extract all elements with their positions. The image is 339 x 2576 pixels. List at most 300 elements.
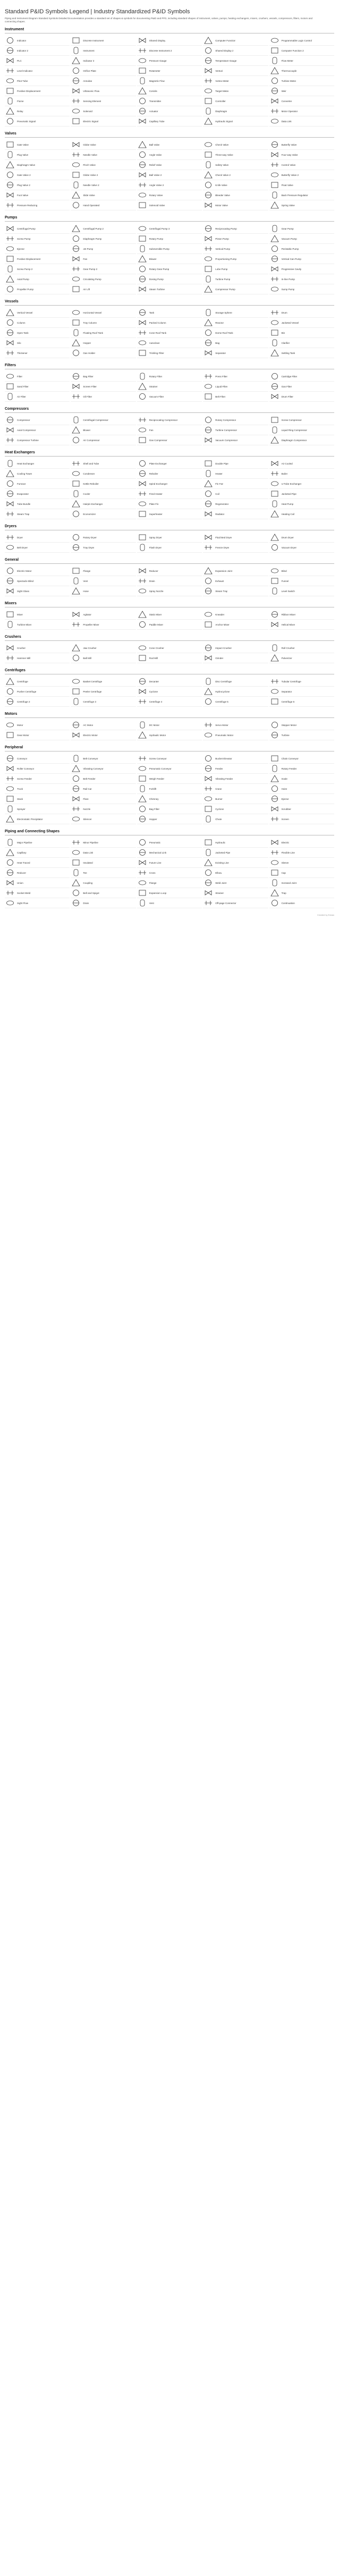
symbol-entry [5,459,70,469]
symbol-label: Spring Valve [281,204,295,207]
symbol-entry [71,459,135,469]
peripheral-icon [203,795,214,803]
symbol-label: Mechanical Link [149,851,167,854]
section-piping-and-connecting-shapes [5,830,334,908]
symbol-entry [203,774,268,784]
exchanger-icon [203,510,214,518]
symbol-label: Screwed Joint [281,881,296,884]
symbol-entry [71,318,135,328]
symbol-label: Burner [215,797,223,800]
symbol-entry [137,774,202,784]
symbol-entry [203,868,268,878]
pump-icon [269,244,280,253]
symbol-label: Static Mixer [149,613,162,616]
symbol-label: Heating Coil [281,512,295,516]
instrument-icon [5,87,15,95]
pump-icon [5,255,15,263]
vessel-icon [203,308,214,317]
general-icon [269,567,280,575]
symbol-entry [5,784,70,794]
instrument-icon [71,56,81,65]
symbol-label: Cap [281,871,286,874]
symbol-entry [203,264,268,274]
crusher-icon [71,644,81,652]
symbol-entry [71,576,135,586]
instrument-icon [269,117,280,125]
symbol-label: Dryer [17,536,23,539]
symbol-entry [71,489,135,499]
symbol-label: Vacuum Pump [281,237,297,240]
symbol-label: Trickling Filter [149,351,164,354]
symbol-grid [5,720,334,740]
peripheral-icon [5,754,15,763]
symbol-entry [203,677,268,687]
symbol-label: Tee [83,871,87,874]
crusher-icon [71,654,81,662]
symbol-entry [71,160,135,170]
symbol-label: Plate Fin [149,502,159,505]
compressor-icon [5,416,15,424]
symbol-label: Pinch Valve [83,163,96,166]
symbol-entry [137,76,202,86]
mixer-icon [5,620,15,629]
exchanger-icon [5,459,15,468]
compressor-icon [269,426,280,434]
symbol-label: Fired Heater [149,492,163,495]
symbol-entry [5,348,70,358]
symbol-label: In-line Pump [281,277,295,281]
symbol-entry [203,106,268,116]
compressor-icon [71,416,81,424]
symbol-entry [71,469,135,479]
instrument-icon [5,36,15,45]
symbol-label: Electric [281,841,290,844]
symbol-entry [203,170,268,180]
symbol-entry [269,858,334,868]
pump-icon [203,234,214,243]
pipe-icon [269,838,280,847]
symbol-entry [269,382,334,392]
legend-page [5,0,334,920]
symbol-entry [137,898,202,908]
symbol-entry [203,533,268,543]
pipe-icon [137,838,148,847]
symbol-label: Transmitter [149,99,162,103]
symbol-label: Submersible Pump [149,247,170,250]
symbol-entry [137,234,202,244]
motor-icon [269,731,280,739]
compressor-icon [203,426,214,434]
symbol-label: Butterfly Valve [281,143,297,146]
exchanger-icon [203,459,214,468]
symbol-entry [5,838,70,848]
centrifuge-icon [269,687,280,696]
mixer-icon [137,620,148,629]
symbol-entry [137,566,202,576]
symbol-entry [5,858,70,868]
instrument-icon [5,117,15,125]
symbol-entry [71,697,135,707]
instrument-icon [203,117,214,125]
symbol-label: Feeder [215,767,223,770]
symbol-entry [203,96,268,106]
sections-container [5,28,334,908]
symbol-label: Spray Nozzle [149,589,164,593]
valve-icon [5,171,15,179]
symbol-label: Thickener [17,351,28,354]
symbol-label: Bin [281,331,285,334]
symbol-label: Axial Pump [17,277,29,281]
symbol-label: Orifice Plate [83,69,96,72]
symbol-label: Electrostatic Precipitator [17,817,43,821]
symbol-label: Heater [215,472,223,475]
symbol-label: Regenerator [215,502,229,505]
symbol-label: Relay [17,109,23,113]
symbol-entry [137,392,202,402]
symbol-label: Rotary Gear Pump [149,267,170,271]
symbol-label: Helical Mixer [281,623,295,626]
symbol-label: Shared Display 2 [215,49,234,52]
symbol-entry [5,543,70,553]
valve-icon [203,201,214,209]
symbol-label: Steam Trap [215,589,228,593]
symbol-label: Check Valve [215,143,229,146]
symbol-entry [71,794,135,804]
symbol-label: Screw Feeder [17,777,32,780]
symbol-entry [5,170,70,180]
pipe-icon [203,899,214,907]
symbol-label: Pneumatic Conveyor [149,767,172,770]
filter-icon [269,382,280,391]
symbol-label: Crane [215,787,222,790]
symbol-entry [71,868,135,878]
section-title: Vessels [5,300,19,303]
symbol-entry [203,858,268,868]
symbol-entry [269,794,334,804]
motor-icon [71,721,81,729]
symbol-entry [269,469,334,479]
symbol-label: Servo Motor [215,723,228,727]
compressor-icon [137,426,148,434]
symbol-label: Four-way Valve [281,153,298,156]
compressor-icon [137,416,148,424]
dryer-icon [71,543,81,552]
symbol-label: Decanter [149,680,159,683]
symbol-entry [5,150,70,160]
symbol-label: Sight Flow [17,901,29,905]
instrument-icon [269,77,280,85]
instrument-icon [71,36,81,45]
dryer-icon [269,533,280,542]
symbol-entry [137,150,202,160]
symbol-entry [203,234,268,244]
symbol-entry [71,435,135,445]
symbol-label: Diaphragm Pump [83,237,102,240]
pipe-icon [137,889,148,897]
symbol-label: Air Lift [83,288,90,291]
symbol-entry [5,720,70,730]
peripheral-icon [137,764,148,773]
peripheral-icon [71,774,81,783]
symbol-label: Screw Pump [17,237,31,240]
symbol-entry [269,96,334,106]
symbol-entry [137,56,202,66]
symbol-label: Filter [17,375,22,378]
symbol-label: Discrete Instrument 2 [149,49,172,52]
symbol-label: Bag Filter [83,375,94,378]
symbol-label: Temperature Gauge [215,59,237,62]
symbol-entry [269,459,334,469]
section-title: Compressors [5,407,29,411]
symbol-label: Horizontal Vessel [83,311,102,314]
symbol-label: Pitot Tube [17,79,28,82]
symbol-entry [203,543,268,553]
valve-icon [269,181,280,189]
symbol-entry [203,764,268,774]
symbol-label: Strainer [149,385,158,388]
symbol-label: Plug Valve 2 [17,183,30,187]
filter-icon [203,382,214,391]
symbol-label: Screw Pump 2 [17,267,33,271]
motor-icon [203,731,214,739]
symbol-label: Air Filter [17,395,26,398]
symbol-label: Angle Valve 2 [149,183,164,187]
dryer-icon [269,543,280,552]
mixer-icon [71,620,81,629]
symbol-entry [71,620,135,630]
symbol-label: Progressive Cavity [281,267,302,271]
filter-icon [71,372,81,381]
symbol-label: Coupling [83,881,93,884]
vessel-icon [5,339,15,347]
mixer-icon [203,620,214,629]
symbol-label: Drum [281,311,287,314]
symbol-entry [71,754,135,764]
symbol-entry [137,858,202,868]
symbol-entry [5,499,70,509]
symbol-entry [137,415,202,425]
symbol-label: Chimney [149,797,159,800]
symbol-entry [269,36,334,46]
symbol-label: Ejector [17,247,25,250]
symbol-label: Solenoid Valve [149,204,165,207]
pump-icon [137,285,148,293]
valve-icon [137,171,148,179]
section-dryers [5,525,334,553]
pipe-icon [203,848,214,857]
symbol-label: Axial Compressor [17,428,36,432]
symbol-label: Hopper [149,817,157,821]
symbol-entry [203,754,268,764]
exchanger-icon [71,489,81,498]
dryer-icon [71,533,81,542]
symbol-entry [137,720,202,730]
symbol-entry [203,160,268,170]
valve-icon [71,201,81,209]
symbol-label: Shell and Tube [83,462,99,465]
symbol-entry [5,371,70,382]
symbol-entry [71,200,135,210]
instrument-icon [71,77,81,85]
symbol-label: Check Valve 2 [215,173,231,176]
symbol-entry [269,533,334,543]
symbol-label: Back Pressure Regulator [281,193,308,197]
symbol-label: Rotary Feeder [281,767,297,770]
symbol-entry [269,586,334,596]
valve-icon [203,140,214,149]
symbol-entry [269,328,334,338]
symbol-label: Dome Roof Tank [215,331,233,334]
instrument-icon [71,107,81,115]
symbol-entry [5,338,70,348]
symbol-grid [5,533,334,553]
symbol-label: Controller [215,99,226,103]
valve-icon [269,201,280,209]
symbol-entry [269,435,334,445]
symbol-entry [71,774,135,784]
symbol-entry [71,274,135,284]
symbol-label: Coriolis [149,89,157,92]
symbol-label: Drum Dryer [281,536,294,539]
symbol-label: Control Valve [281,163,296,166]
symbol-entry [137,348,202,358]
symbol-entry [269,697,334,707]
symbol-label: Flexible Line [281,851,295,854]
symbol-entry [71,425,135,435]
exchanger-icon [71,500,81,508]
symbol-label: Union [17,881,23,884]
symbol-entry [137,868,202,878]
symbol-entry [203,382,268,392]
symbol-label: Needle Valve 2 [83,183,99,187]
section-title: Filters [5,364,16,367]
symbol-entry [5,533,70,543]
peripheral-icon [269,764,280,773]
symbol-entry [137,435,202,445]
symbol-label: Gas Holder [83,351,96,354]
symbol-label: Conveyor [17,757,28,760]
symbol-label: Gate Valve [17,143,29,146]
valve-icon [71,181,81,189]
pump-icon [269,234,280,243]
symbol-entry [137,254,202,264]
symbol-entry [5,415,70,425]
symbol-label: Impact Crusher [215,646,232,649]
symbol-label: Roller Conveyor [17,767,35,770]
motor-icon [203,721,214,729]
valve-icon [269,191,280,199]
symbol-entry [71,392,135,402]
symbol-label: Lobe Pump [215,267,228,271]
section-title: Mixers [5,602,17,605]
pipe-icon [71,848,81,857]
peripheral-icon [137,805,148,813]
symbol-label: Kettle Reboiler [83,482,99,485]
symbol-label: Blower [83,428,91,432]
symbol-label: Autoclave [149,341,160,344]
peripheral-icon [71,784,81,793]
symbol-label: Socket Weld [17,891,31,894]
symbol-label: Condenser [83,472,95,475]
symbol-entry [5,620,70,630]
symbol-entry [137,36,202,46]
symbol-entry [71,848,135,858]
compressor-icon [71,426,81,434]
symbol-label: Jet Pump [83,247,94,250]
symbol-label: Hammer Mill [17,656,31,660]
instrument-icon [137,56,148,65]
vessel-icon [203,318,214,327]
symbol-entry [203,814,268,824]
pump-icon [71,244,81,253]
symbol-label: Strainer [215,891,224,894]
pump-icon [203,255,214,263]
symbol-entry [269,425,334,435]
symbol-label: Pneumatic [149,841,161,844]
instrument-icon [137,97,148,105]
symbol-entry [203,180,268,190]
pipe-icon [137,868,148,877]
symbol-entry [137,643,202,653]
symbol-entry [269,848,334,858]
instrument-icon [137,66,148,75]
peripheral-icon [203,754,214,763]
symbol-label: Centrifuge [17,680,28,683]
exchanger-icon [5,500,15,508]
section-filters [5,364,334,402]
pump-icon [203,224,214,233]
symbol-entry [203,415,268,425]
exchanger-icon [203,489,214,498]
symbol-label: Globe Valve 2 [83,173,98,176]
symbol-label: Centrifuge 3 [83,700,96,703]
section-title: Heat Exchangers [5,451,35,454]
symbol-entry [5,730,70,740]
symbol-entry [203,254,268,264]
symbol-label: Float Valve [281,183,293,187]
symbol-label: Compressor Turbine [17,438,39,442]
symbol-grid [5,224,334,294]
symbol-entry [203,116,268,126]
symbol-label: Flange [149,881,157,884]
peripheral-icon [5,764,15,773]
symbol-label: Off-page Connector [215,901,236,905]
vessel-icon [137,339,148,347]
pipe-icon [5,879,15,887]
symbol-label: Screw Conveyor [149,757,167,760]
symbol-label: Centrifuge 5 [215,700,228,703]
symbol-label: Gear Motor [17,733,29,737]
centrifuge-icon [269,677,280,686]
symbol-label: Hoist [281,787,287,790]
vessel-icon [137,308,148,317]
symbol-label: Data Link [281,120,292,123]
symbol-entry [5,610,70,620]
symbol-entry [71,533,135,543]
symbol-label: Knife Valve [215,183,227,187]
symbol-entry [5,653,70,663]
mixer-icon [137,610,148,619]
symbol-label: Hand Operated [83,204,100,207]
symbol-label: Sight Glass [17,589,30,593]
symbol-entry [203,687,268,697]
symbol-entry [137,794,202,804]
symbol-label: Fluid Bed Dryer [215,536,232,539]
exchanger-icon [269,510,280,518]
symbol-label: Diaphragm Compressor [281,438,307,442]
symbol-label: Magnetic Flow [149,79,165,82]
symbol-label: Coil [215,492,219,495]
